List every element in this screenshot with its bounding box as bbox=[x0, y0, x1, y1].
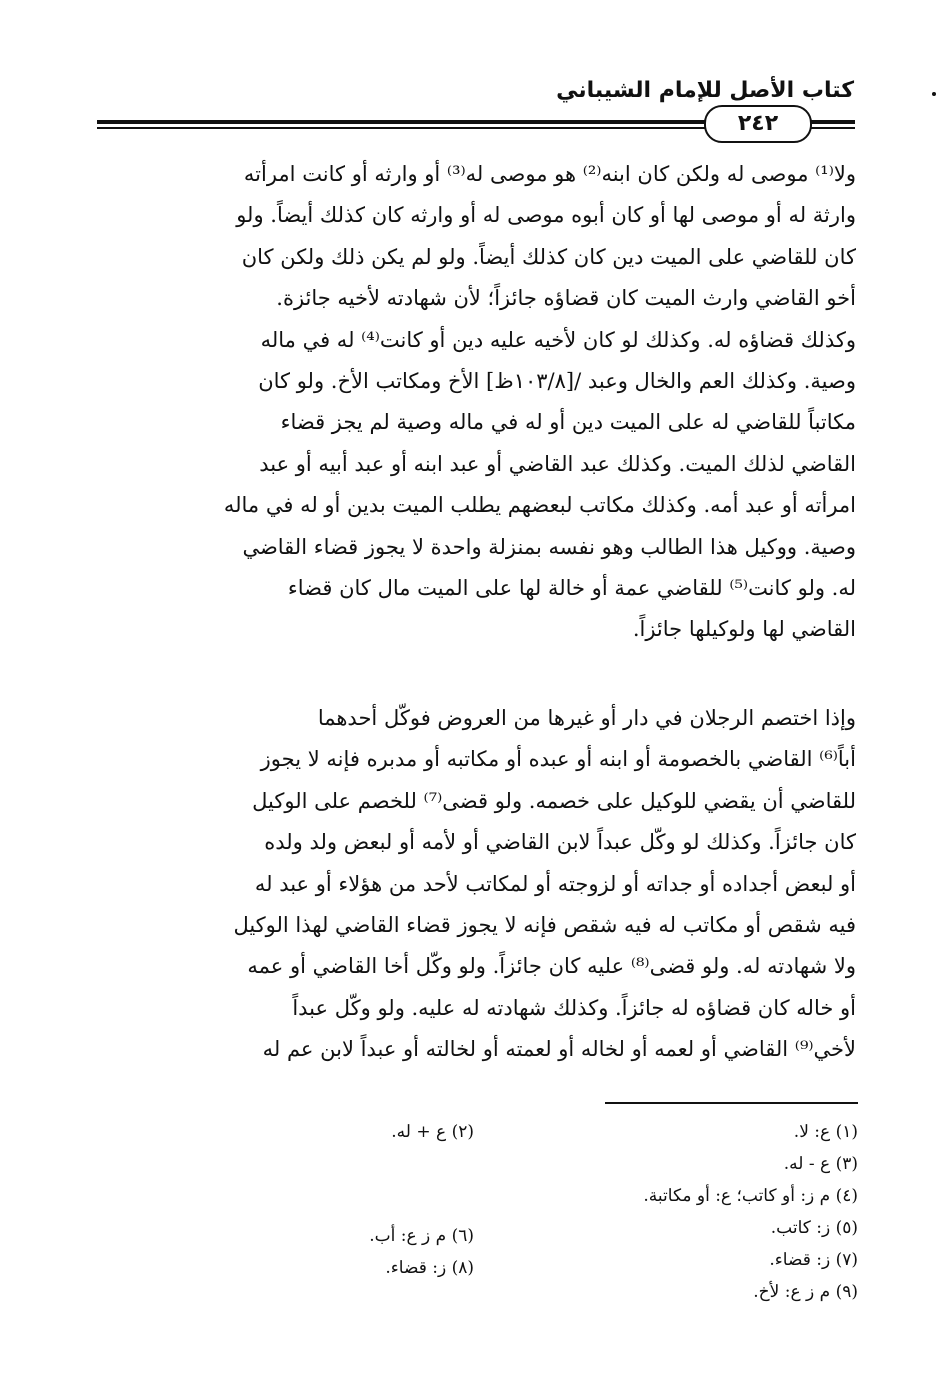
page-number-badge bbox=[704, 105, 812, 143]
page-number: ٢٤٢ bbox=[737, 111, 779, 136]
text-line: له. ولو كانت⁽⁵⁾ للقاضي عمة أو خالة لها على الميت مال كان قضاء bbox=[287, 576, 856, 601]
text-line: أو لبعض أجداده أو جداته أو لزوجته أو لمكاتب لأحد من هؤلاء أو عبد له bbox=[254, 871, 856, 896]
text-line: أو خاله كان قضاؤه له جائزاً. وكذلك شهادته له عليه. ولو وكّل عبداً bbox=[292, 995, 856, 1020]
text-line: ولا⁽¹⁾ موصى له ولكن كان ابنه⁽²⁾ هو موصى له⁽³⁾ أو وارثه أو كانت امرأته bbox=[243, 162, 856, 186]
text-line: مكاتباً للقاضي له على الميت دين أو له في ماله وصية لم يجز قضاء bbox=[280, 410, 856, 435]
text-line: لأخي⁽⁹⁾ القاضي أو لعمه أو لخاله أو لعمته أو لخالته أو عبداً لابن عم له bbox=[262, 1037, 856, 1062]
text-line: فيه شقص أو مكاتب له فيه شقص فإنه لا يجوز قضاء القاضي لهذا الوكيل bbox=[233, 913, 856, 938]
text-line: وصية. وكذلك العم والخال وعبد /[١٠٣/٨ظ] الأخ ومكاتب الأخ. ولو كان bbox=[258, 369, 856, 394]
text-line: للقاضي أن يقضي للوكيل على خصمه. ولو قضى⁽⁷⁾ للخصم على الوكيل bbox=[252, 788, 856, 813]
paragraph-2 bbox=[98, 698, 856, 1071]
text-line: ولا شهادته له. ولو قضى⁽⁸⁾ عليه كان جائزاً. ولو وكّل أخا القاضي أو عمه bbox=[247, 954, 856, 979]
text-line: امرأته أو عبد أمه. وكذلك مكاتب لبعضهم يطلب الميت بدين أو له في ماله bbox=[223, 493, 856, 518]
text-line: أباً⁽⁶⁾ القاضي بالخصومة أو ابنه أو عبده أو مكاتبه أو مدبره فإنه لا يجوز bbox=[260, 747, 856, 772]
text-line: وصية. ووكيل هذا الطالب وهو نفسه بمنزلة واحدة لا يجوز قضاء القاضي bbox=[242, 534, 856, 559]
footnote-7: (٧) ز: قضاء. bbox=[769, 1250, 858, 1270]
paragraph-1 bbox=[98, 154, 856, 651]
running-header-title: كتاب الأصل للإمام الشيباني bbox=[556, 78, 854, 103]
text-line: القاضي لذلك الميت. وكذلك عبد القاضي أو عبد ابنه أو عبد أبيه أو عبد bbox=[259, 451, 856, 476]
text-line: وإذا اختصم الرجلان في دار أو غيرها من العروض فوكّل أحدهما bbox=[317, 706, 856, 730]
footnote-4: (٤) م ز: أو كاتب؛ ع: أو مكاتبة. bbox=[643, 1186, 858, 1206]
scan-speck bbox=[932, 92, 936, 96]
text-line: أخو القاضي وارث الميت كان قضاؤه جائزاً؛ لأن شهادته لأخيه جائزة. bbox=[276, 286, 856, 311]
text-line: وارثة له أو موصى لها أو كان أبوه موصى له أو وارثه كان كذلك أيضاً. ولو bbox=[236, 203, 856, 228]
text-line: كان للقاضي على الميت دين كان كذلك أيضاً. ولو لم يكن ذلك ولكن كان bbox=[241, 244, 856, 269]
footnote-6: (٦) م ز ع: أب. bbox=[369, 1226, 474, 1246]
footnote-2: (٢) ع + له. bbox=[391, 1122, 474, 1142]
text-line: كان جائزاً. وكذلك لو وكّل عبداً لابن القاضي أو لأمه أو لبعض ولد ولده bbox=[264, 830, 856, 855]
text-line: القاضي لها ولوكيلها جائزاً. bbox=[632, 617, 856, 642]
footnote-3: (٣) ع - له. bbox=[783, 1154, 858, 1174]
footnote-9: (٩) م ز ع: لأخ. bbox=[753, 1282, 858, 1302]
footnote-1: (١) ع: لا. bbox=[793, 1122, 858, 1142]
footnote-separator bbox=[605, 1102, 858, 1104]
footnote-5: (٥) ز: كاتب. bbox=[770, 1218, 858, 1238]
footnote-8: (٨) ز: قضاء. bbox=[385, 1258, 474, 1278]
text-line: وكذلك قضاؤه له. وكذلك لو كان لأخيه عليه دين أو كانت⁽⁴⁾ له في ماله bbox=[260, 327, 856, 352]
